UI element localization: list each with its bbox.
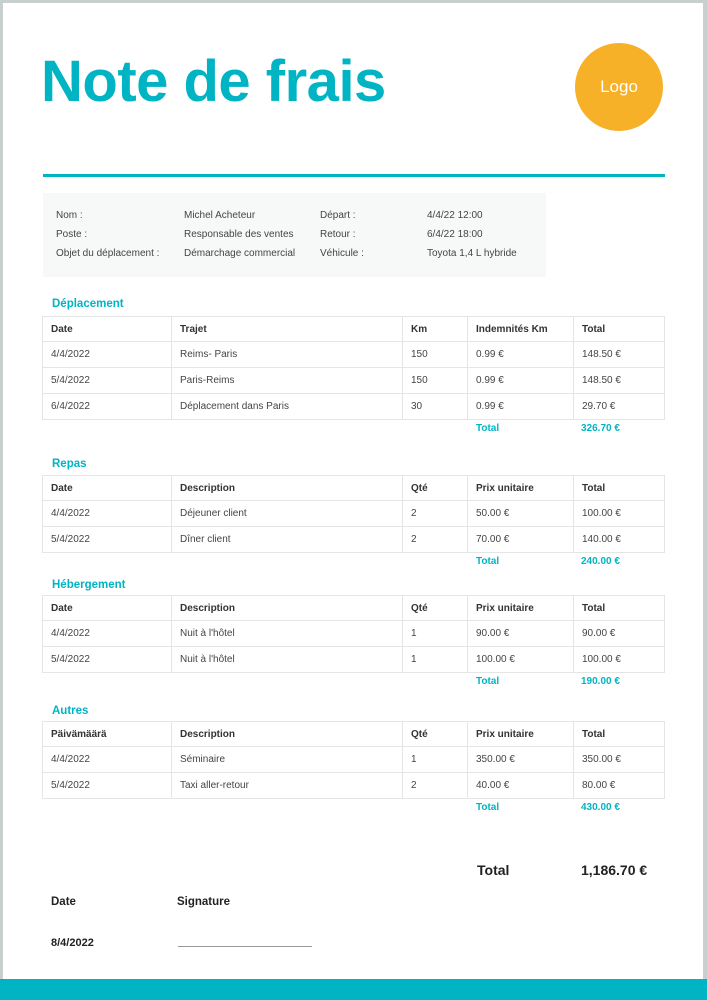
table-cell: 1 [403, 747, 468, 773]
table-cell: 5/4/2022 [43, 527, 172, 553]
page-title: Note de frais [41, 49, 386, 114]
section-total-label: Total [476, 556, 500, 567]
column-header: Päivämäärä [43, 722, 172, 747]
section-title: Autres [52, 705, 89, 717]
section-total-value: 326.70 € [581, 423, 620, 434]
column-header: Date [43, 476, 172, 501]
table-header-row [43, 317, 665, 342]
table-cell: 90.00 € [468, 621, 574, 647]
table-cell: 5/4/2022 [43, 773, 172, 799]
info-value-depart: 4/4/22 12:00 [427, 210, 483, 221]
table-cell: 0.99 € [468, 342, 574, 368]
table-cell: 1 [403, 647, 468, 673]
table-cell: 6/4/2022 [43, 394, 172, 420]
table-row [43, 773, 665, 799]
info-label-nom: Nom : [56, 210, 83, 221]
table-cell: 80.00 € [574, 773, 665, 799]
header-divider [43, 174, 665, 177]
table-cell: 2 [403, 527, 468, 553]
table-cell: Reims- Paris [172, 342, 403, 368]
section-table [42, 316, 665, 420]
section-total-label: Total [476, 676, 500, 687]
table-cell: Dîner client [172, 527, 403, 553]
table-cell: 100.00 € [574, 647, 665, 673]
table-cell: 5/4/2022 [43, 647, 172, 673]
footer-signature-label: Signature [177, 896, 231, 908]
info-value-poste: Responsable des ventes [184, 229, 294, 240]
column-header: Total [574, 317, 665, 342]
info-label-poste: Poste : [56, 229, 88, 240]
table-cell: 50.00 € [468, 501, 574, 527]
table-row [43, 647, 665, 673]
table-cell: 2 [403, 773, 468, 799]
grand-total-value: 1,186.70 € [581, 862, 648, 878]
table-cell: 1 [403, 621, 468, 647]
table-cell: 0.99 € [468, 368, 574, 394]
column-header: Trajet [172, 317, 403, 342]
section-table [42, 721, 665, 799]
section-total-value: 190.00 € [581, 676, 620, 687]
section-title: Repas [52, 458, 87, 470]
table-cell: 4/4/2022 [43, 621, 172, 647]
info-value-vehicule: Toyota 1,4 L hybride [427, 248, 517, 259]
table-cell: 150 [403, 368, 468, 394]
table-cell: Nuit à l'hôtel [172, 647, 403, 673]
column-header: Description [172, 722, 403, 747]
table-cell: Taxi aller-retour [172, 773, 403, 799]
table-cell: 40.00 € [468, 773, 574, 799]
info-label-vehicule: Véhicule : [320, 248, 364, 259]
section-total-label: Total [476, 423, 500, 434]
table-cell: Déplacement dans Paris [172, 394, 403, 420]
table-row [43, 394, 665, 420]
logo-text: Logo [600, 77, 638, 96]
table-cell: Séminaire [172, 747, 403, 773]
table-cell: 100.00 € [574, 501, 665, 527]
grand-total-label: Total [477, 862, 510, 878]
table-header-row [43, 476, 665, 501]
table-row [43, 368, 665, 394]
column-header: Qté [403, 722, 468, 747]
info-label-objet: Objet du déplacement : [56, 248, 160, 259]
column-header: Prix unitaire [468, 476, 574, 501]
info-label-retour: Retour : [320, 229, 356, 240]
table-cell: 4/4/2022 [43, 747, 172, 773]
info-value-nom: Michel Acheteur [184, 210, 256, 221]
table-cell: 90.00 € [574, 621, 665, 647]
table-cell: 70.00 € [468, 527, 574, 553]
section-total-label: Total [476, 802, 500, 813]
table-cell: 0.99 € [468, 394, 574, 420]
logo [575, 43, 663, 131]
expense-report-page [3, 3, 703, 1000]
section-total-value: 240.00 € [581, 556, 620, 567]
signature-line[interactable] [178, 946, 312, 947]
column-header: Total [574, 476, 665, 501]
info-value-retour: 6/4/22 18:00 [427, 229, 483, 240]
column-header: Prix unitaire [468, 596, 574, 621]
table-cell: Déjeuner client [172, 501, 403, 527]
table-row [43, 342, 665, 368]
table-cell: 150 [403, 342, 468, 368]
table-row [43, 501, 665, 527]
table-row [43, 747, 665, 773]
table-cell: 140.00 € [574, 527, 665, 553]
table-cell: 350.00 € [574, 747, 665, 773]
table-cell: Nuit à l'hôtel [172, 621, 403, 647]
table-cell: 30 [403, 394, 468, 420]
section-table [42, 475, 665, 553]
column-header: Description [172, 596, 403, 621]
table-row [43, 621, 665, 647]
table-cell: 148.50 € [574, 368, 665, 394]
table-cell: 5/4/2022 [43, 368, 172, 394]
table-cell: 4/4/2022 [43, 342, 172, 368]
column-header: Description [172, 476, 403, 501]
table-cell: 100.00 € [468, 647, 574, 673]
footer-date-label: Date [51, 896, 76, 908]
column-header: Total [574, 722, 665, 747]
table-row [43, 527, 665, 553]
section-total-value: 430.00 € [581, 802, 620, 813]
table-cell: 350.00 € [468, 747, 574, 773]
table-header-row [43, 596, 665, 621]
info-panel [43, 193, 546, 277]
footer-bar [0, 979, 707, 1000]
footer-date-value: 8/4/2022 [51, 937, 94, 949]
column-header: Qté [403, 596, 468, 621]
column-header: Date [43, 596, 172, 621]
column-header: Date [43, 317, 172, 342]
table-cell: 29.70 € [574, 394, 665, 420]
section-title: Déplacement [52, 298, 124, 310]
table-cell: Paris-Reims [172, 368, 403, 394]
column-header: Prix unitaire [468, 722, 574, 747]
section-title: Hébergement [52, 579, 126, 591]
column-header: Km [403, 317, 468, 342]
column-header: Indemnités Km [468, 317, 574, 342]
section-table [42, 595, 665, 673]
table-cell: 4/4/2022 [43, 501, 172, 527]
table-cell: 148.50 € [574, 342, 665, 368]
table-cell: 2 [403, 501, 468, 527]
info-value-objet: Démarchage commercial [184, 248, 296, 259]
column-header: Total [574, 596, 665, 621]
column-header: Qté [403, 476, 468, 501]
info-label-depart: Départ : [320, 210, 356, 221]
table-header-row [43, 722, 665, 747]
